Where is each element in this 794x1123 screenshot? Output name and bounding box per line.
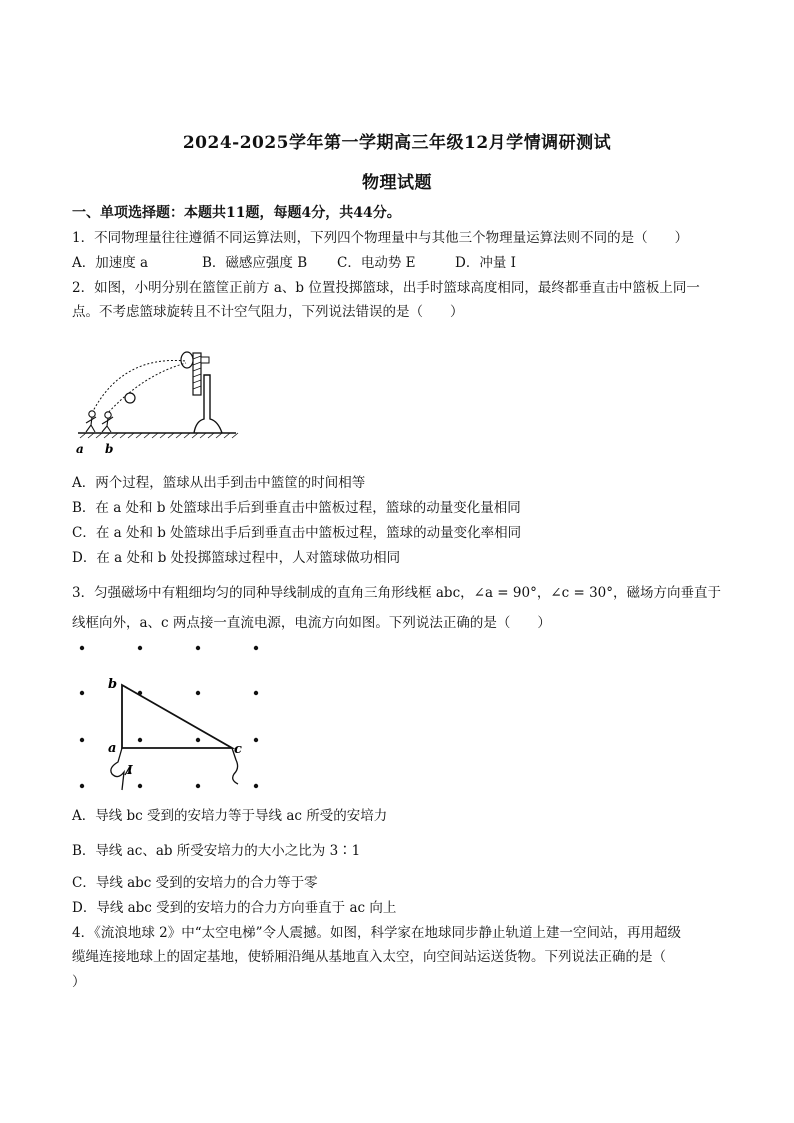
q1-option-d: D．冲量 I	[455, 255, 516, 271]
q3-option-b: B．导线 ac、ab 所受安培力的大小之比为 3∶1	[72, 843, 361, 859]
q2-option-d: D．在 a 处和 b 处投掷篮球过程中，人对篮球做功相同	[72, 550, 401, 566]
exam-title: 2024-2025学年第一学期高三年级12月学情调研测试	[182, 133, 612, 153]
q3-option-c: C．导线 abc 受到的安培力的合力等于零	[72, 875, 318, 891]
basketball-figure	[72, 335, 242, 460]
q3-stem-line2: 线框向外，a、c 两点接一直流电源，电流方向如图。下列说法正确的是（ ）	[72, 615, 551, 631]
field-dots	[80, 646, 258, 788]
q1-stem: 1．不同物理量往往遵循不同运算法则，下列四个物理量中与其他三个物理量运算法则不同的是（ ）	[72, 230, 689, 246]
q3-option-d: D．导线 abc 受到的安培力的合力方向垂直于 ac 向上	[72, 900, 397, 916]
q4-stem-line3: ）	[72, 974, 86, 990]
label-b: b	[108, 677, 118, 692]
label-b: b	[105, 442, 114, 456]
q2-option-b: B．在 a 处和 b 处篮球出手后到垂直击中篮板过程，篮球的动量变化量相同	[72, 500, 521, 516]
section-heading: 一、单项选择题：本题共11题，每题4分，共44分。	[72, 205, 401, 221]
q1-option-c: C．电动势 E	[337, 255, 416, 271]
label-a: a	[76, 442, 84, 456]
q2-option-a: A．两个过程，篮球从出手到击中篮筐的时间相等	[72, 475, 366, 491]
hoop-bracket	[201, 357, 209, 363]
q2-stem-line1: 2．如图，小明分别在篮筐正前方 a、b 位置投掷篮球，出手时篮球高度相同，最终都垂直击中篮板上同一	[72, 280, 700, 296]
q3-stem-line1: 3．匀强磁场中有粗细均匀的同种导线制成的直角三角形线框 abc，∠a = 90°，∠c = 30°，磁场方向垂直于	[72, 585, 722, 601]
q3-option-a: A．导线 bc 受到的安培力等于导线 ac 所受的安培力	[72, 808, 388, 824]
q1-option-b: B．磁感应强度 B	[202, 255, 308, 271]
player-b	[102, 412, 113, 432]
trajectory-b	[106, 363, 186, 415]
exam-subtitle: 物理试题	[362, 173, 432, 193]
q2-option-c: C．在 a 处和 b 处篮球出手后到垂直击中篮板过程，篮球的动量变化率相同	[72, 525, 522, 541]
q4-stem-line1: 4．《流浪地球 2》中“太空电梯”令人震撼。如图，科学家在地球同步静止轨道上建一空间站，再用超级	[72, 925, 682, 941]
ball-in-flight	[125, 393, 135, 403]
q4-stem-line2: 缆绳连接地球上的固定基地，使轿厢沿绳从基地直入太空，向空间站运送货物。下列说法正确的是（	[72, 949, 666, 965]
magnetic-field-figure	[72, 640, 272, 800]
player-a	[86, 411, 96, 432]
label-a: a	[108, 741, 117, 756]
q2-stem-line2: 点。不考虑篮球旋转且不计空气阻力，下列说法错误的是（ ）	[72, 304, 464, 320]
label-current: I	[127, 763, 133, 777]
ball-at-board	[181, 352, 193, 368]
label-c: c	[234, 742, 242, 757]
q1-option-a: A．加速度 a	[72, 255, 149, 271]
trajectory-a	[92, 360, 186, 413]
